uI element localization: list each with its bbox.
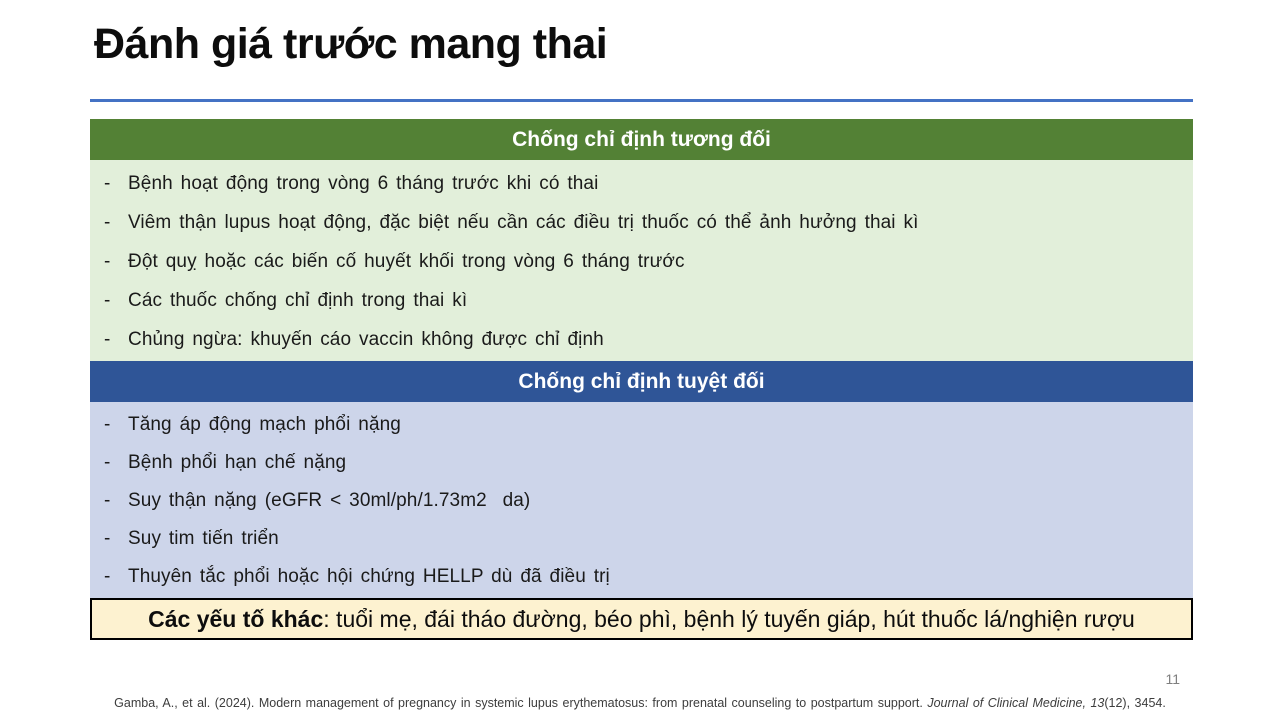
other-factors-bar <box>90 598 1193 640</box>
list-item-text: Chủng ngừa: khuyến cáo vaccin không được chỉ định <box>128 328 604 350</box>
section-body-absolute-contraindications <box>90 402 1193 598</box>
list-item-text: Thuyên tắc phổi hoặc hội chứng HELLP dù đã điều trị <box>128 566 610 587</box>
list-item <box>90 558 1193 596</box>
dash-marker: - <box>104 211 111 233</box>
list-item-text: Đột quỵ hoặc các biến cố huyết khối trong vòng 6 tháng trước <box>128 250 685 272</box>
list-item <box>90 520 1193 558</box>
other-factors-label: Các yếu tố khác <box>148 605 324 632</box>
list-item <box>90 281 1193 320</box>
citation <box>0 696 1280 710</box>
contraindications-table <box>90 119 1193 640</box>
list-item <box>90 406 1193 444</box>
citation-issue: (12), 3454. <box>1104 696 1166 710</box>
list-item-text: Bệnh hoạt động trong vòng 6 tháng trước khi có thai <box>128 172 599 194</box>
dash-marker: - <box>104 414 111 435</box>
list-item-text: Bệnh phổi hạn chế nặng <box>128 452 347 473</box>
list-item-text: Tăng áp động mạch phổi nặng <box>128 414 401 435</box>
dash-marker: - <box>104 490 111 511</box>
dash-marker: - <box>104 289 111 311</box>
list-item-text: Suy thận nặng (eGFR < 30ml/ph/1.73m2 da) <box>128 490 531 511</box>
list-item <box>90 444 1193 482</box>
dash-marker: - <box>104 566 111 587</box>
dash-marker: - <box>104 452 111 473</box>
dash-marker: - <box>104 328 111 350</box>
section-header-relative-contraindications: Chống chỉ định tương đối <box>90 119 1193 160</box>
list-item <box>90 242 1193 281</box>
list-item <box>90 203 1193 242</box>
title-underline <box>90 99 1193 102</box>
dash-marker: - <box>104 528 111 549</box>
page-number: 11 <box>1165 671 1180 687</box>
citation-journal: Journal of Clinical Medicine, 13 <box>927 696 1105 710</box>
list-item-text: Suy tim tiến triển <box>128 528 279 549</box>
citation-text: Gamba, A., et al. (2024). Modern management of pregnancy in systemic lupus erythematosus: from prenatal counseling to postpartum support. <box>114 696 928 710</box>
list-item <box>90 320 1193 359</box>
section-body-relative-contraindications <box>90 160 1193 361</box>
page-title: Đánh giá trước mang thai <box>94 20 608 68</box>
list-item-text: Các thuốc chống chỉ định trong thai kì <box>128 289 468 311</box>
dash-marker: - <box>104 250 111 272</box>
list-item-text: Viêm thận lupus hoạt động, đặc biệt nếu cần các điều trị thuốc có thể ảnh hưởng thai kì <box>128 211 919 233</box>
list-item <box>90 482 1193 520</box>
other-factors-text: : tuổi mẹ, đái tháo đường, béo phì, bệnh lý tuyến giáp, hút thuốc lá/nghiện rượu <box>323 605 1135 632</box>
list-item <box>90 164 1193 203</box>
dash-marker: - <box>104 172 111 194</box>
section-header-absolute-contraindications: Chống chỉ định tuyệt đối <box>90 361 1193 402</box>
